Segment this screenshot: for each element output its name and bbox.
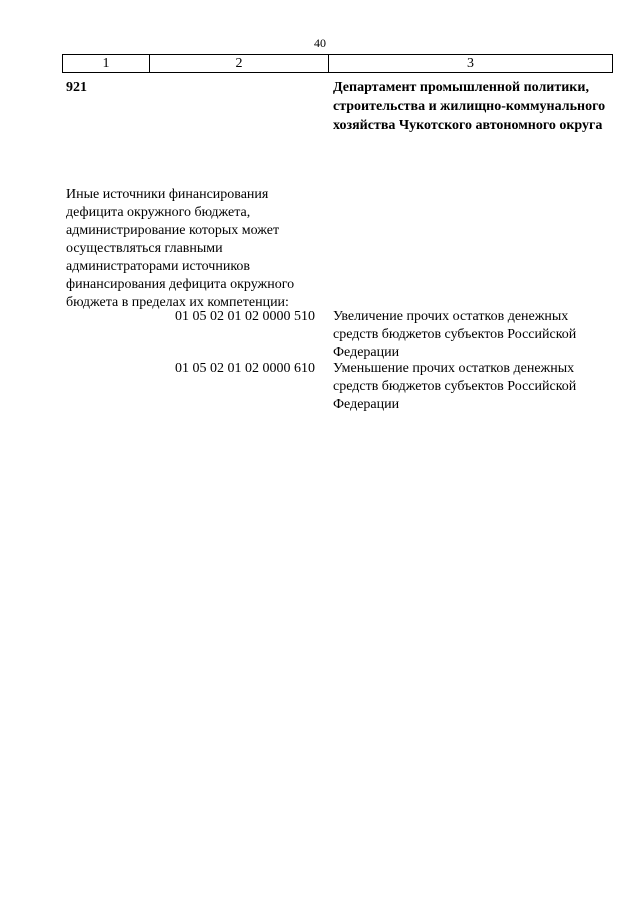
source-code: 01 05 02 01 02 0000 510 bbox=[175, 309, 315, 324]
source-group-title: Иные источники финансирования дефицита окружного бюджета, администрирование которых может осуществляться главными администраторами источников финансирования дефицита окружного бюджета в пределах их компетенции: bbox=[66, 187, 295, 310]
administrator-code: 921 bbox=[66, 80, 87, 95]
column-header-row bbox=[63, 55, 613, 73]
source-description: Уменьшение прочих остатков денежных средств бюджетов субъектов Российской Федерации bbox=[333, 361, 577, 412]
column-header-table bbox=[62, 54, 613, 73]
column-header-3: 3 bbox=[329, 55, 613, 73]
source-description: Увеличение прочих остатков денежных средств бюджетов субъектов Российской Федерации bbox=[333, 309, 577, 360]
source-code: 01 05 02 01 02 0000 610 bbox=[175, 361, 315, 376]
page-number: 40 bbox=[314, 36, 326, 50]
column-header-2: 2 bbox=[150, 55, 329, 73]
administrator-name: Департамент промышленной политики, строительства и жилищно-коммунального хозяйства Чукотского автономного округа bbox=[333, 80, 606, 133]
column-header-1: 1 bbox=[63, 55, 150, 73]
